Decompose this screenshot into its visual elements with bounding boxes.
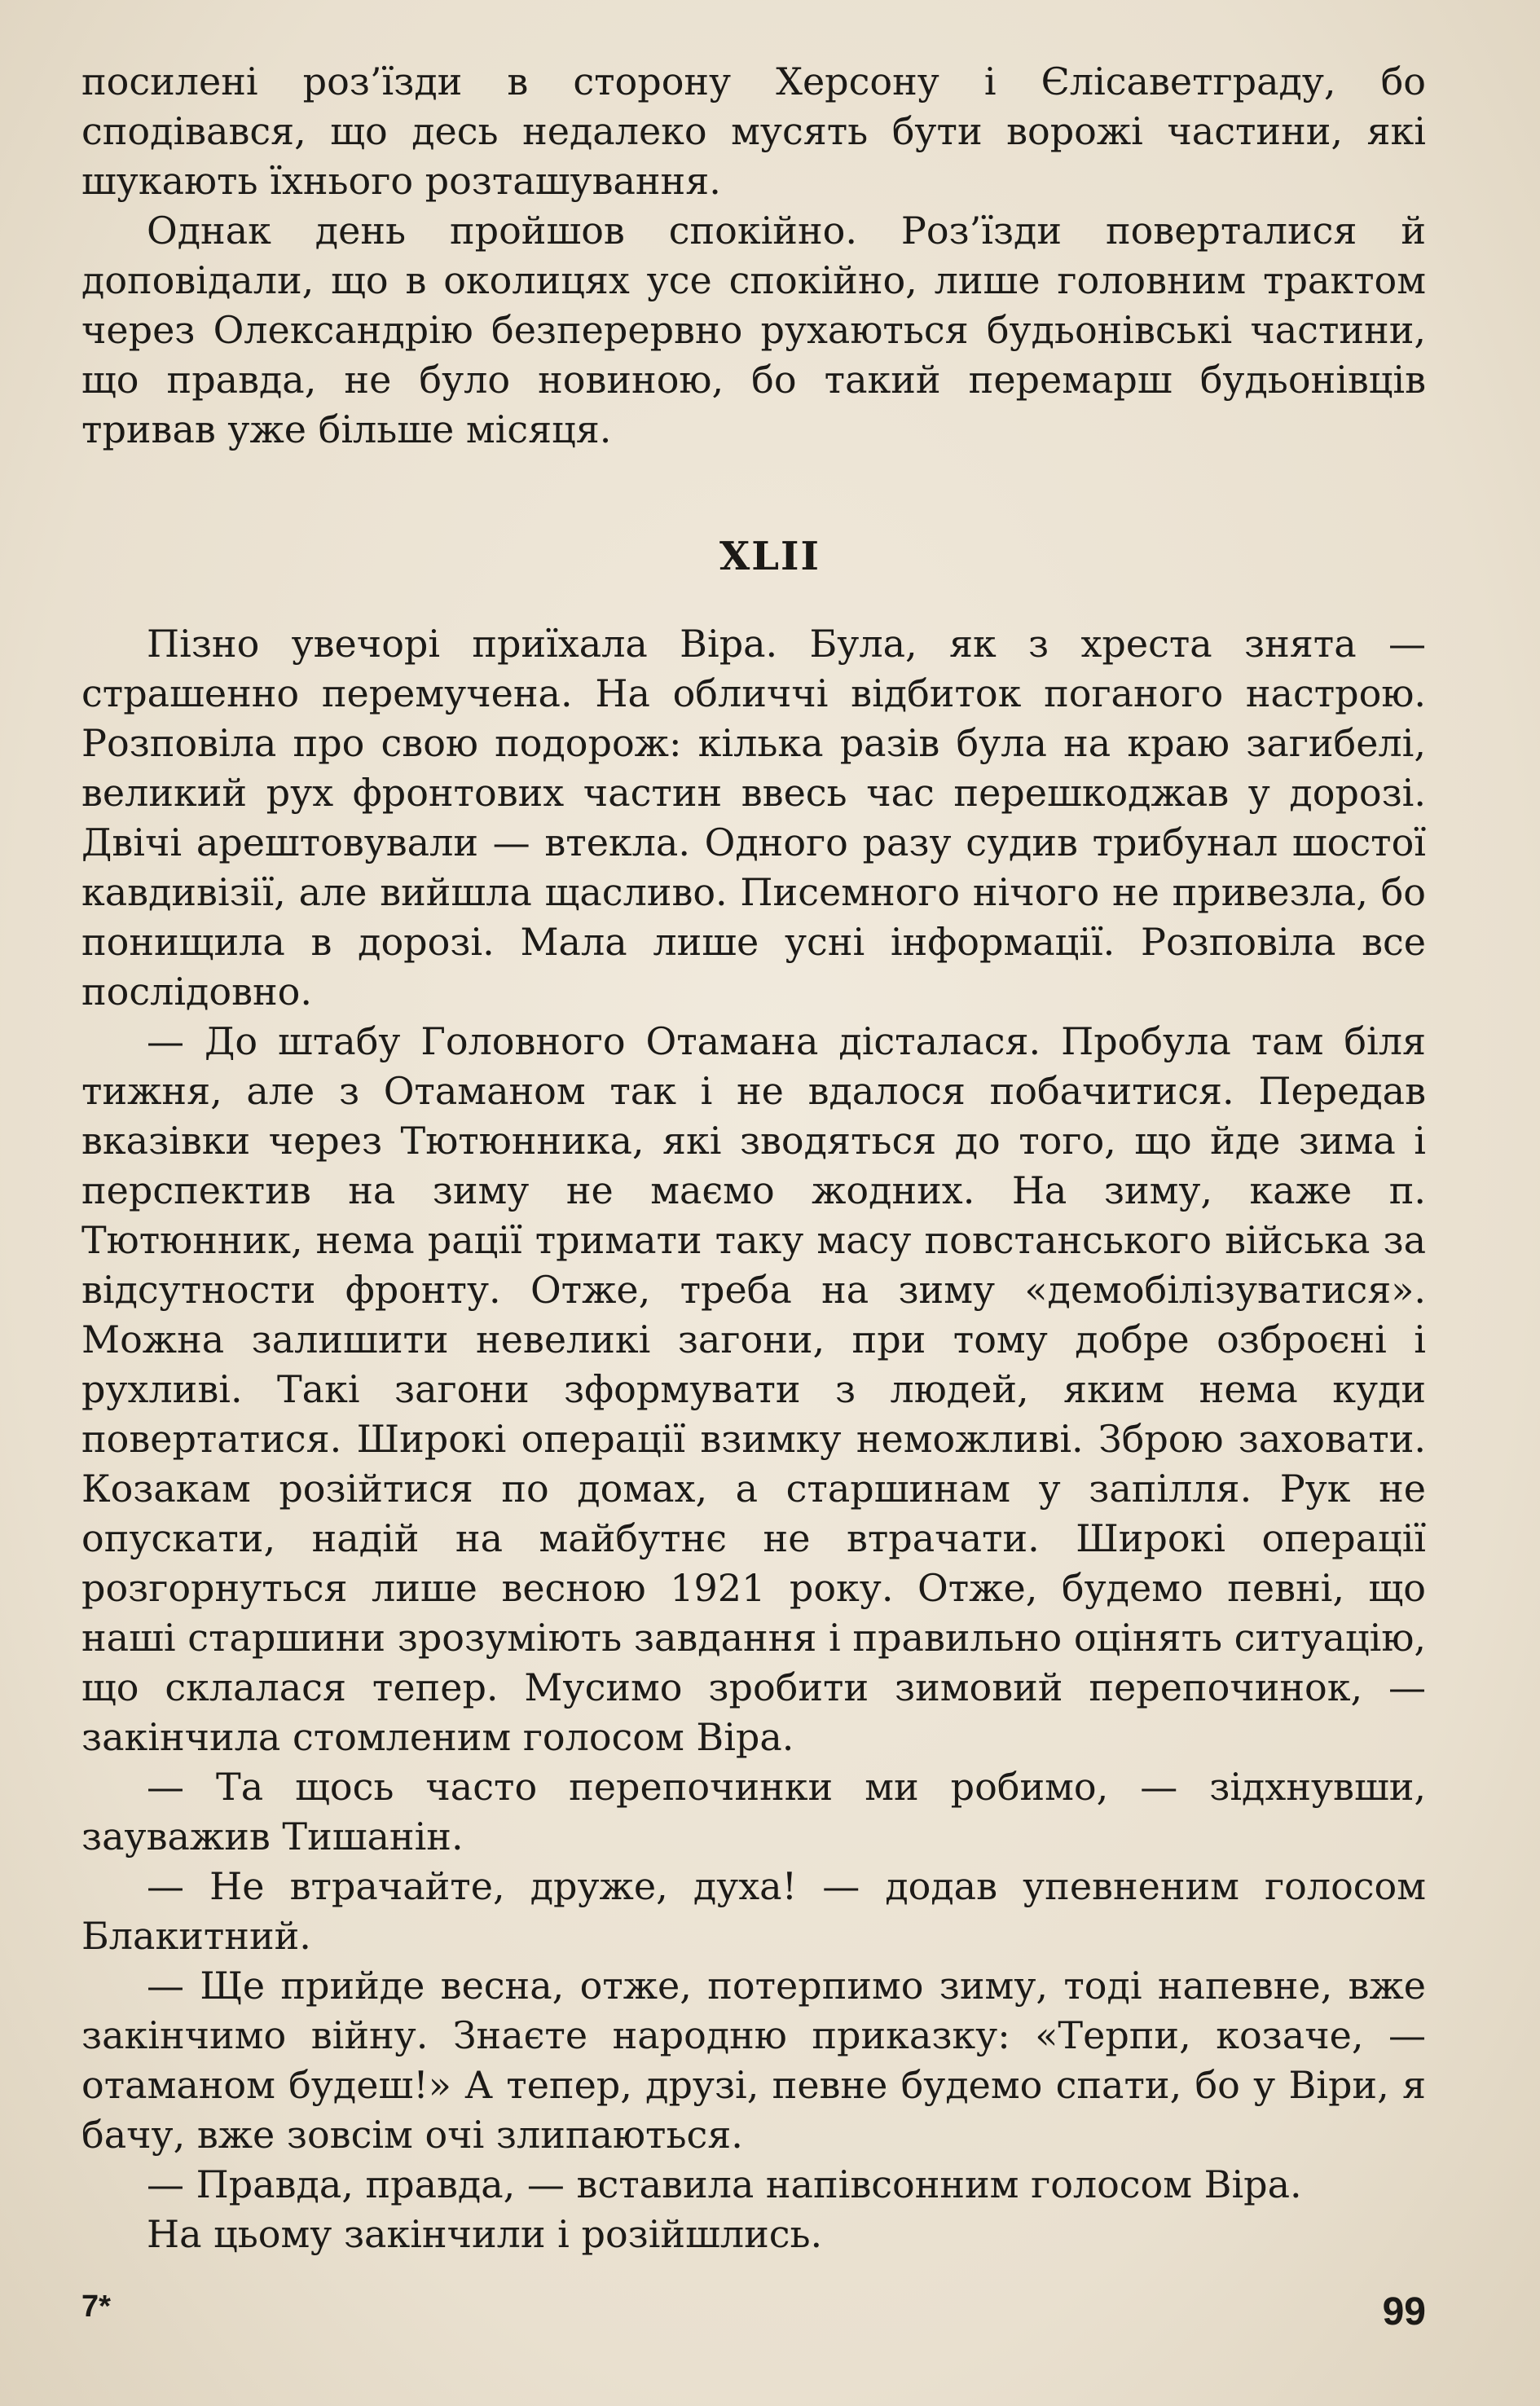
- dialogue-paragraph: — До штабу Головного Отамана дісталася. Пробула там біля тижня, але з Отаманом так і не вдалося побачитися. Передав вказівки через Тютюнника, які зводяться до того, що йде зима і перспектив на зиму не маємо жодних. На зиму, каже п. Тютюнник, нема рації тримати таку масу повстанського війська за відсутности фронту. Отже, треба на зиму «демобілізуватися». Можна залишити невеликі загони, при тому добре озброєні і рухливі. Такі загони зформувати з людей, яким нема куди повертатися. Широкі операції взимку неможливі. Зброю заховати. Козакам розійтися по домах, а старшинам у запілля. Рук не опускати, надій на майбутнє не втрачати. Широкі операції розгорнуться лише весною 1921 року. Отже, будемо певні, що наші старшини зрозуміють завдання і правильно оцінять ситуацію, що склалася тепер. Мусимо зробити зимовий перепочинок, — закінчила стомленим голосом Віра.: [81, 1019, 1426, 1759]
- dialogue-paragraph: — Не втрачайте, друже, духа! — додав упевненим голосом Блакитний.: [81, 1864, 1426, 1958]
- main-text-block: [81, 619, 1426, 2259]
- paragraph: Однак день пройшов спокійно. Роз’їзди поверталися й доповідали, що в околицях усе спокійно, лише головним трактом через Олександрію безперервно рухаються будьонівські частини, що правда, не було новиною, бо такий перемарш будьонівців тривав уже більше місяця.: [81, 209, 1426, 451]
- page-number: 99: [1382, 2290, 1426, 2333]
- signature-mark: 7*: [81, 2289, 111, 2324]
- paragraph: Пізно увечорі приїхала Віра. Була, як з хреста знята — страшенно перемучена. На обличчі відбиток поганого настрою. Розповіла про свою подорож: кілька разів була на краю загибелі, великий рух фронтових частин ввесь час перешкоджав у дорозі. Двічі арештовували — втекла. Одного разу судив трибунал шостої кавдивізії, але вийшла щасливо. Писемного нічого не привезла, бо понищила в дорозі. Мала лише усні інформації. Розповіла все послідовно.: [81, 622, 1426, 1014]
- chapter-heading: XLII: [719, 534, 821, 579]
- dialogue-paragraph: — Та щось часто перепочинки ми робимо, — зідхнувши, зауважив Тишанін.: [81, 1765, 1426, 1858]
- dialogue-paragraph: — Правда, правда, — вставила напівсонним голосом Віра.: [147, 2162, 1302, 2206]
- top-text-block: [81, 57, 1426, 455]
- dialogue-paragraph: — Ще прийде весна, отже, потерпимо зиму, тоді напевне, вже закінчимо війну. Знаєте народню приказку: «Терпи, козаче, — отаманом будеш!» А тепер, друзі, певне будемо спати, бо у Віри, я бачу, вже зовсім очі злипаються.: [81, 1964, 1426, 2157]
- paragraph: На цьому закінчили і розійшлись.: [147, 2212, 823, 2256]
- paragraph-continuation: посилені роз’їзди в сторону Херсону і Єлісаветграду, бо сподівався, що десь недалеко мусять бути ворожі частини, які шукають їхнього розташування.: [81, 59, 1426, 203]
